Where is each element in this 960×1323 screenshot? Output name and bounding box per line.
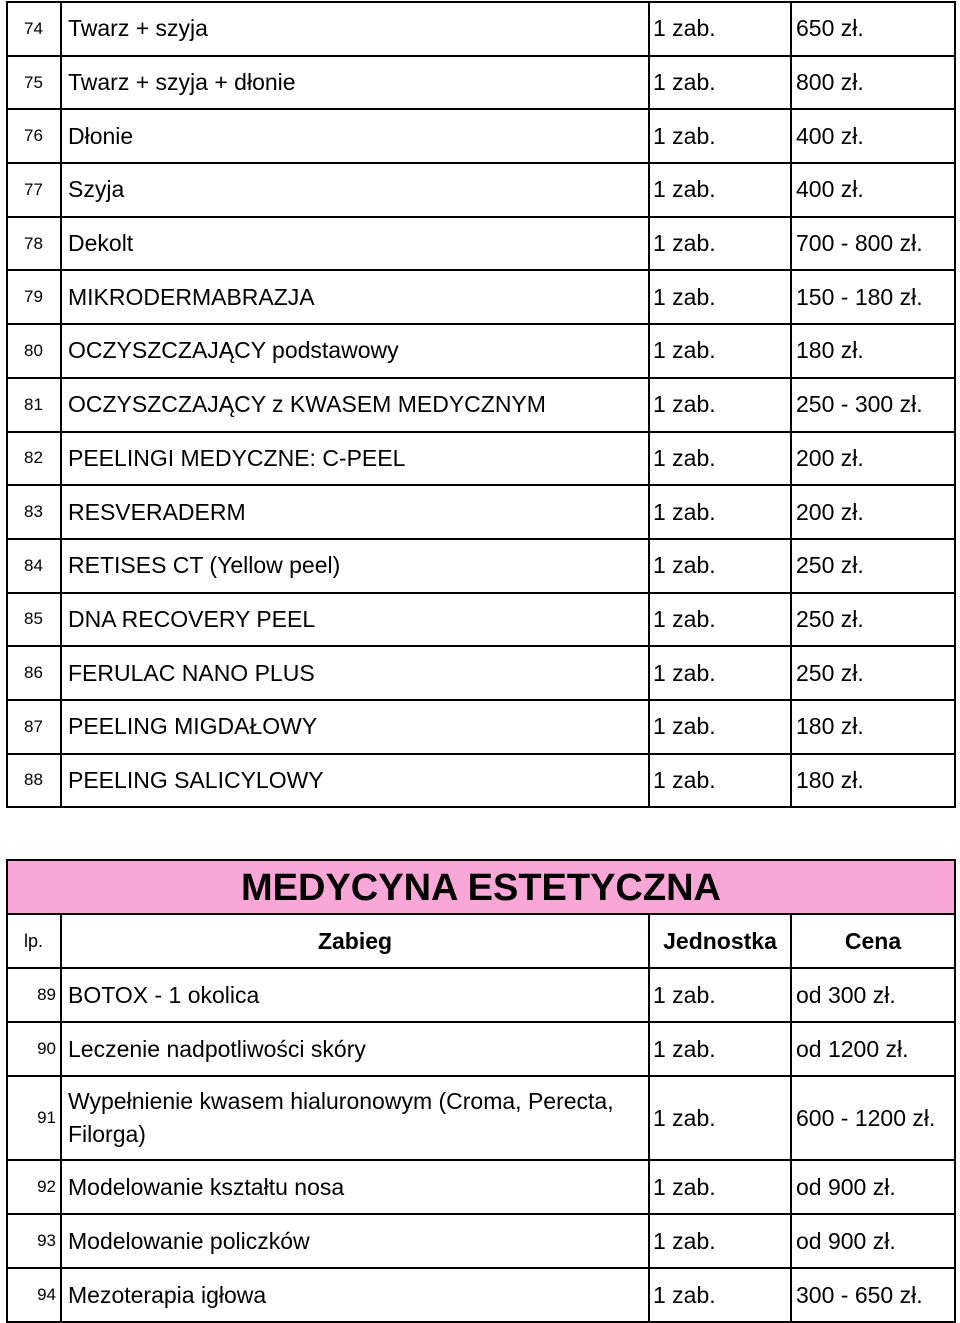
row-number: 92 — [7, 1160, 61, 1214]
row-number: 81 — [7, 378, 61, 432]
row-number: 93 — [7, 1214, 61, 1268]
treatment-name: OCZYSZCZAJĄCY z KWASEM MEDYCZNYM — [61, 378, 649, 432]
price: 600 - 1200 zł. — [791, 1076, 955, 1160]
price-table-top — [6, 1, 956, 808]
treatment-name: OCZYSZCZAJĄCY podstawowy — [61, 324, 649, 378]
treatment-name: Twarz + szyja + dłonie — [61, 56, 649, 110]
price: 250 zł. — [791, 539, 955, 593]
table-row — [7, 539, 955, 593]
unit: 1 zab. — [649, 270, 791, 324]
row-number: 91 — [7, 1076, 61, 1160]
unit: 1 zab. — [649, 1160, 791, 1214]
price: 250 zł. — [791, 593, 955, 647]
table-row — [7, 1076, 955, 1160]
row-number: 75 — [7, 56, 61, 110]
price-table-aesthetic-medicine — [6, 859, 956, 1323]
table-row — [7, 163, 955, 217]
row-number: 87 — [7, 700, 61, 754]
row-number: 79 — [7, 270, 61, 324]
row-number: 76 — [7, 109, 61, 163]
treatment-name: Twarz + szyja — [61, 2, 649, 56]
treatment-name: RETISES CT (Yellow peel) — [61, 539, 649, 593]
treatment-name: PEELINGI MEDYCZNE: C-PEEL — [61, 432, 649, 486]
row-number: 80 — [7, 324, 61, 378]
unit: 1 zab. — [649, 754, 791, 808]
table-row — [7, 485, 955, 539]
table-row — [7, 968, 955, 1022]
unit: 1 zab. — [649, 539, 791, 593]
table-row — [7, 217, 955, 271]
row-number: 84 — [7, 539, 61, 593]
price: 400 zł. — [791, 163, 955, 217]
table-row — [7, 378, 955, 432]
price: od 300 zł. — [791, 968, 955, 1022]
price: 800 zł. — [791, 56, 955, 110]
unit: 1 zab. — [649, 1214, 791, 1268]
treatment-name: Dekolt — [61, 217, 649, 271]
table-row — [7, 1022, 955, 1076]
unit: 1 zab. — [649, 1268, 791, 1322]
price: 150 - 180 zł. — [791, 270, 955, 324]
unit: 1 zab. — [649, 324, 791, 378]
table-row — [7, 1214, 955, 1268]
treatment-name: Wypełnienie kwasem hialuronowym (Croma, Perecta, Filorga) — [61, 1076, 649, 1160]
unit: 1 zab. — [649, 1076, 791, 1160]
price: 180 zł. — [791, 700, 955, 754]
unit: 1 zab. — [649, 217, 791, 271]
row-number: 94 — [7, 1268, 61, 1322]
row-number: 77 — [7, 163, 61, 217]
price: 700 - 800 zł. — [791, 217, 955, 271]
price: od 1200 zł. — [791, 1022, 955, 1076]
treatment-name: RESVERADERM — [61, 485, 649, 539]
row-number: 90 — [7, 1022, 61, 1076]
header-price: Cena — [791, 914, 955, 968]
table-row — [7, 270, 955, 324]
treatment-name: BOTOX - 1 okolica — [61, 968, 649, 1022]
table-row — [7, 700, 955, 754]
table-row — [7, 432, 955, 486]
section-title: MEDYCYNA ESTETYCZNA — [7, 860, 955, 914]
unit: 1 zab. — [649, 593, 791, 647]
row-number: 82 — [7, 432, 61, 486]
unit: 1 zab. — [649, 2, 791, 56]
price: od 900 zł. — [791, 1160, 955, 1214]
price: od 900 zł. — [791, 1214, 955, 1268]
table-row — [7, 593, 955, 647]
price: 250 - 300 zł. — [791, 378, 955, 432]
unit: 1 zab. — [649, 432, 791, 486]
section-header-row — [7, 860, 955, 914]
table-row — [7, 109, 955, 163]
price: 180 zł. — [791, 324, 955, 378]
treatment-name: DNA RECOVERY PEEL — [61, 593, 649, 647]
row-number: 86 — [7, 646, 61, 700]
unit: 1 zab. — [649, 1022, 791, 1076]
row-number: 85 — [7, 593, 61, 647]
table-row — [7, 1268, 955, 1322]
treatment-name: PEELING MIGDAŁOWY — [61, 700, 649, 754]
row-number: 78 — [7, 217, 61, 271]
row-number: 89 — [7, 968, 61, 1022]
table-row — [7, 2, 955, 56]
table-row — [7, 56, 955, 110]
row-number: 88 — [7, 754, 61, 808]
row-number: 74 — [7, 2, 61, 56]
price: 200 zł. — [791, 485, 955, 539]
price: 180 zł. — [791, 754, 955, 808]
treatment-name: Szyja — [61, 163, 649, 217]
treatment-name: Leczenie nadpotliwości skóry — [61, 1022, 649, 1076]
unit: 1 zab. — [649, 56, 791, 110]
treatment-name: Dłonie — [61, 109, 649, 163]
unit: 1 zab. — [649, 163, 791, 217]
treatment-name: Modelowanie policzków — [61, 1214, 649, 1268]
row-number: 83 — [7, 485, 61, 539]
unit: 1 zab. — [649, 646, 791, 700]
header-treatment: Zabieg — [61, 914, 649, 968]
table-row — [7, 1160, 955, 1214]
header-lp: lp. — [7, 914, 61, 968]
unit: 1 zab. — [649, 968, 791, 1022]
price: 400 zł. — [791, 109, 955, 163]
treatment-name: Mezoterapia igłowa — [61, 1268, 649, 1322]
treatment-name: MIKRODERMABRAZJA — [61, 270, 649, 324]
treatment-name: PEELING SALICYLOWY — [61, 754, 649, 808]
treatment-name: FERULAC NANO PLUS — [61, 646, 649, 700]
price: 650 zł. — [791, 2, 955, 56]
header-unit: Jednostka — [649, 914, 791, 968]
price: 250 zł. — [791, 646, 955, 700]
unit: 1 zab. — [649, 485, 791, 539]
unit: 1 zab. — [649, 700, 791, 754]
price: 200 zł. — [791, 432, 955, 486]
price: 300 - 650 zł. — [791, 1268, 955, 1322]
treatment-name: Modelowanie kształtu nosa — [61, 1160, 649, 1214]
column-header-row — [7, 914, 955, 968]
table-row — [7, 324, 955, 378]
table-row — [7, 646, 955, 700]
unit: 1 zab. — [649, 378, 791, 432]
unit: 1 zab. — [649, 109, 791, 163]
table-row — [7, 754, 955, 808]
